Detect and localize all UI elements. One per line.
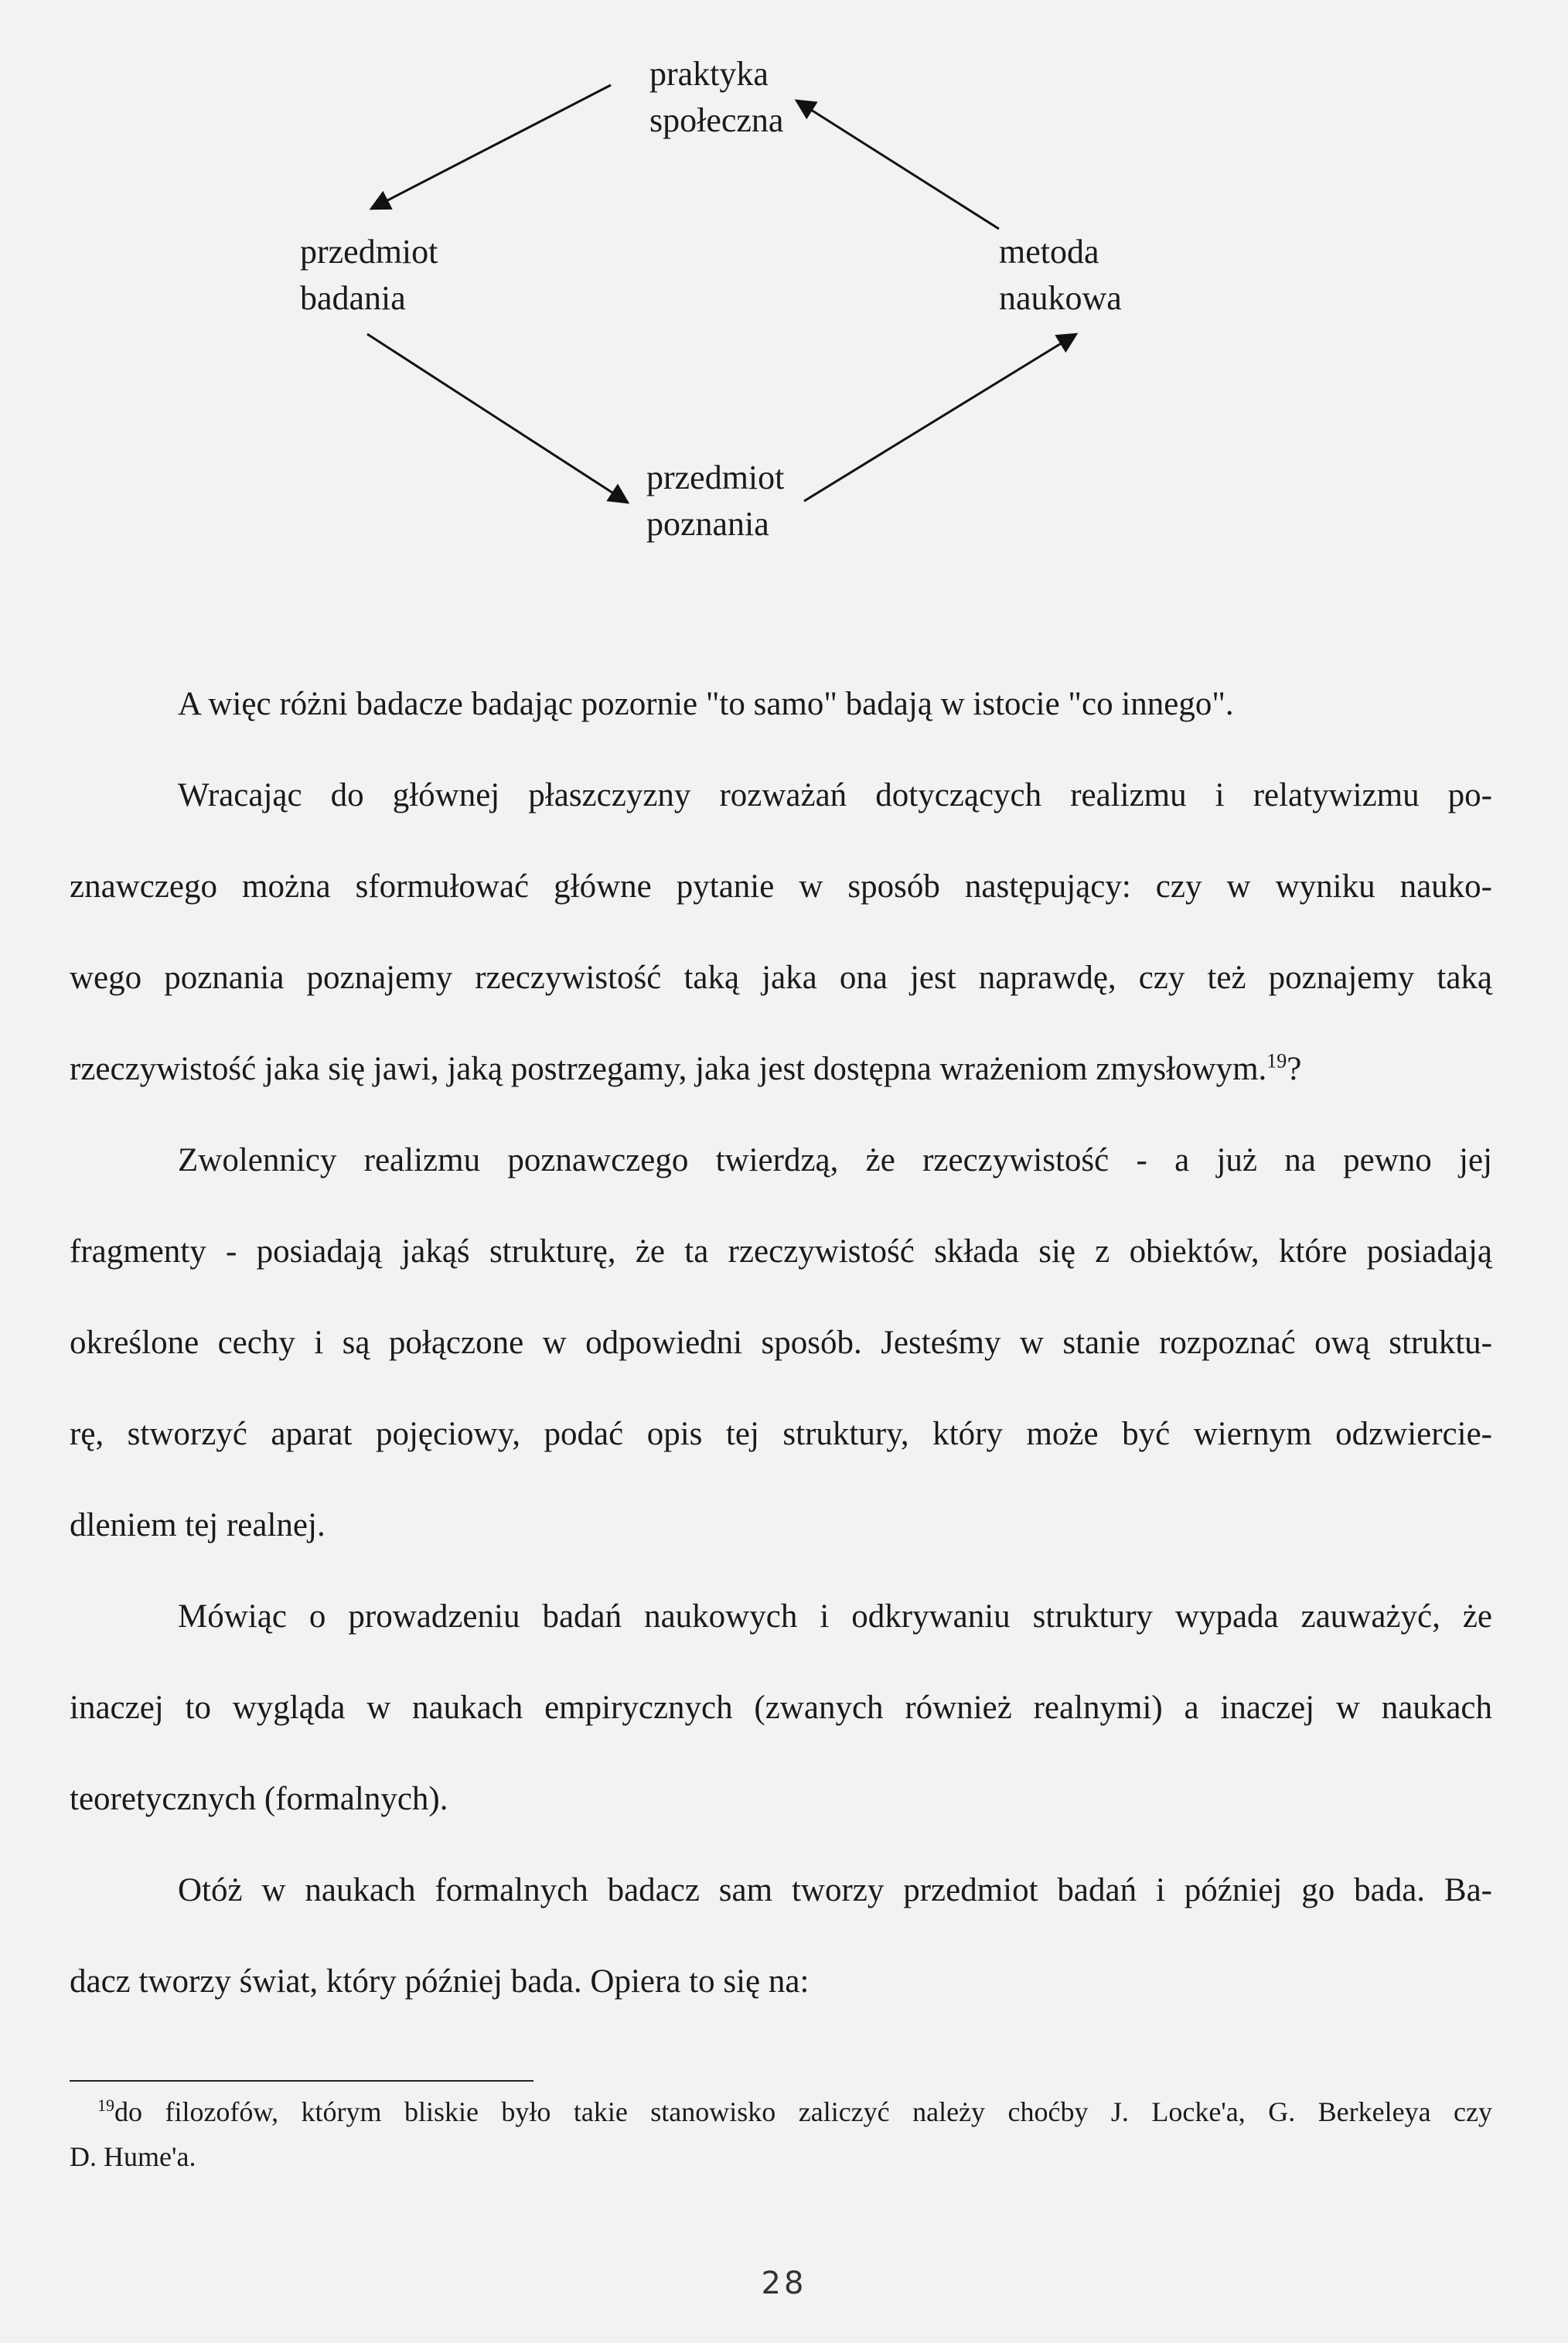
arrow-left-to-bottom (367, 334, 628, 503)
paragraph-4 (70, 1571, 1492, 1845)
text-line: fragmenty - posiadają jakąś strukturę, że ta rzeczywistość składa się z obiektów, które posiadają (70, 1233, 1492, 1270)
paragraph-5 (70, 1845, 1492, 2028)
paragraph-3 (70, 1115, 1492, 1571)
node-praktyka-spoleczna: praktyka społeczna (649, 55, 784, 139)
paragraph-2 (70, 750, 1492, 1115)
node-metoda-naukowa: metoda naukowa (999, 233, 1122, 317)
footnote-number: 19 (97, 2096, 114, 2115)
text-line: rę, stworzyć aparat pojęciowy, podać opis tej struktury, który może być wiernym odzwiercie- (70, 1416, 1492, 1452)
footnote-separator (70, 2080, 533, 2082)
footnote-reference[interactable]: 19 (1266, 1049, 1287, 1073)
text-line: Mówiąc o prowadzeniu badań naukowych i odkrywaniu struktury wypada zauważyć, że (178, 1598, 1492, 1635)
concept-diagram (0, 0, 1568, 557)
footnote (70, 2089, 1492, 2179)
arrow-top-to-left (371, 85, 611, 209)
footnote-text: do filozofów, którym bliskie było takie stanowisko zaliczyć należy choćby J. Locke'a, G. Berkeleya czy (114, 2096, 1492, 2127)
footnote-line (70, 2089, 1492, 2134)
text-line: inaczej to wygląda w naukach empirycznych (zwanych również realnymi) a inaczej w naukach (70, 1690, 1492, 1726)
node-przedmiot-badania: przedmiot badania (300, 233, 438, 317)
question-mark: ? (1287, 1051, 1302, 1087)
arrow-bottom-to-right (804, 334, 1076, 501)
text-line: Wracając do głównej płaszczyzny rozważań dotyczących realizmu i relatywizmu po- (178, 777, 1492, 813)
text-line: A więc różni badacze badając pozornie "to samo" badają w istocie "co innego". (178, 686, 1234, 722)
text-line: teoretycznych (formalnych). (70, 1781, 448, 1817)
text-line (70, 1024, 1492, 1115)
text-line-content: rzeczywistość jaka się jawi, jaką postrzegamy, jaka jest dostępna wrażeniom zmysłowym. (70, 1051, 1267, 1087)
arrow-right-to-top (796, 101, 999, 229)
paragraph-1 (70, 659, 1492, 750)
text-line: dleniem tej realnej. (70, 1507, 326, 1543)
text-line: Zwolennicy realizmu poznawczego twierdzą, że rzeczywistość - a już na pewno jej (178, 1142, 1492, 1178)
node-przedmiot-poznania: przedmiot poznania (646, 459, 785, 543)
page-number: 28 (761, 2266, 807, 2301)
text-line: dacz tworzy świat, który później bada. Opiera to się na: (70, 1963, 810, 2000)
footnote-line: D. Hume'a. (70, 2141, 196, 2172)
text-line: wego poznania poznajemy rzeczywistość taką jaka ona jest naprawdę, czy też poznajemy taką (70, 960, 1492, 996)
text-line: Otóż w naukach formalnych badacz sam tworzy przedmiot badań i później go bada. Ba- (178, 1872, 1492, 1908)
text-line: znawczego można sformułować główne pytanie w sposób następujący: czy w wyniku nauko- (70, 868, 1492, 905)
text-line: określone cechy i są połączone w odpowiedni sposób. Jesteśmy w stanie rozpoznać ową struktu- (70, 1325, 1492, 1361)
